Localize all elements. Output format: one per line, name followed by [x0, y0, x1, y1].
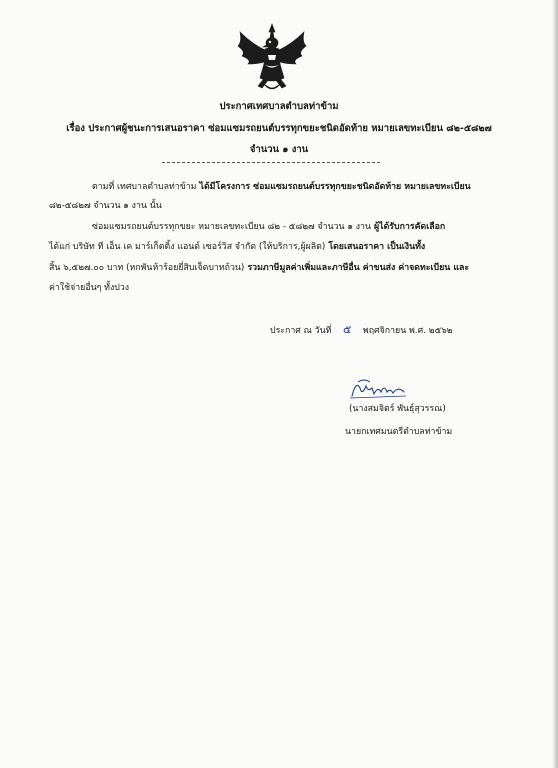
paragraph-1-line-1 [92, 182, 471, 193]
date-suffix: พฤศจิกายน พ.ศ. ๒๕๖๒ [362, 326, 453, 336]
paragraph-2-line-2-prefix: ได้แก่ บริษัท ที เอ็น เค มาร์เก็ตติ้ง แอนด์ เซอร์วิส จำกัด (ให้บริการ,ผู้ผลิต) [49, 242, 326, 252]
handwritten-signature [348, 374, 410, 402]
paragraph-2-line-3 [49, 263, 469, 274]
garuda-emblem-icon [232, 22, 312, 96]
divider-line [162, 162, 380, 163]
paragraph-1-line-1-rest: ได้มีโครงการ ซ่อมแซมรถยนต์บรรทุกขยะชนิดอัดท้าย หมายเลขทะเบียน [196, 182, 471, 192]
paragraph-2-line-1-rest: ผู้ได้รับการคัดเลือก [370, 222, 446, 232]
paragraph-1-line-2: ๘๒-๕๘๒๗ จำนวน ๑ งาน นั้น [49, 201, 162, 211]
signatory-position: นายกเทศมนตรีตำบลท่าข้าม [345, 427, 453, 437]
paragraph-1-line-1-prefix: ตามที่ เทศบาลตำบลท่าข้าม [92, 182, 197, 192]
document-title: ประกาศเทศบาลตำบลท่าข้าม [219, 101, 339, 112]
paragraph-2-line-2-rest: โดยเสนอราคา เป็นเงินทั้ง [325, 242, 426, 252]
signatory-name: (นางสมจิตร์ พันธุ์สุวรรณ) [349, 404, 446, 414]
paragraph-2-line-1 [92, 222, 445, 233]
paragraph-2-line-3-prefix: สิ้น ๖,๕๒๗.๐๐ บาท (หกพันห้าร้อยยี่สิบเจ็ดบาทถ้วน) [49, 263, 245, 273]
paragraph-2-line-3-rest: รวมภาษีมูลค่าเพิ่มและภาษีอื่น ค่าขนส่ง ค่าจดทะเบียน และ [244, 263, 470, 273]
date-day: ๕ [342, 323, 352, 336]
page-edge-shadow [552, 0, 558, 768]
date-prefix: ประกาศ ณ วันที่ [270, 326, 332, 336]
paragraph-2-line-1-prefix: ซ่อมแซมรถยนต์บรรทุกขยะ หมายเลขทะเบียน ๘๒ - ๕๘๒๗ จำนวน ๑ งาน [92, 222, 371, 232]
document-subject: เรื่อง ประกาศผู้ชนะการเสนอราคา ซ่อมแซมรถยนต์บรรทุกขยะชนิดอัดท้าย หมายเลขทะเบียน ๘๒-๕๘๒๗ [66, 123, 492, 134]
paragraph-2-line-2 [49, 242, 425, 253]
announcement-date [270, 324, 453, 337]
document-quantity: จำนวน ๑ งาน [249, 144, 309, 155]
paragraph-2-line-4: ค่าใช้จ่ายอื่นๆ ทั้งปวง [49, 283, 130, 293]
